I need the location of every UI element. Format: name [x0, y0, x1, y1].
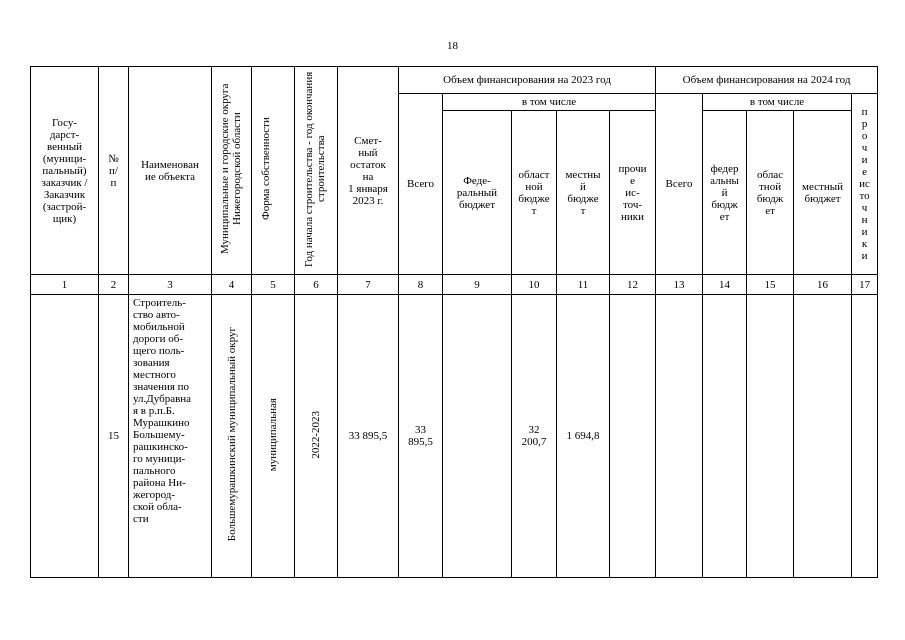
header-other-2023: прочи е ис- точ- ники [610, 111, 656, 275]
column-number: 17 [852, 275, 878, 295]
column-number: 1 [31, 275, 99, 295]
header-including-2024: в том числе [703, 94, 852, 111]
cell-regional-2023: 32 200,7 [512, 295, 557, 578]
column-number: 16 [794, 275, 852, 295]
column-number: 2 [99, 275, 129, 295]
header-federal-2024: федер альны й бюдж ет [703, 111, 747, 275]
header-object-name: Наименован ие объекта [129, 67, 212, 275]
cell-total-2024 [656, 295, 703, 578]
header-local-2023: местны й бюдже т [557, 111, 610, 275]
cell-local-2024 [794, 295, 852, 578]
table-row [31, 295, 878, 578]
header-num: № п/ п [99, 67, 129, 275]
column-number: 15 [747, 275, 794, 295]
column-number: 4 [212, 275, 252, 295]
financing-table [30, 66, 878, 578]
header-regional-2024: облас тной бюдж ет [747, 111, 794, 275]
cell-federal-2024 [703, 295, 747, 578]
cell-total-2023: 33 895,5 [399, 295, 443, 578]
column-number: 6 [295, 275, 338, 295]
header-fin-2023: Объем финансирования на 2023 год [399, 67, 656, 94]
header-other-2024: п р о ч и е ис то ч н и к и [852, 94, 878, 275]
cell-regional-2024 [747, 295, 794, 578]
column-number: 5 [252, 275, 295, 295]
column-number: 14 [703, 275, 747, 295]
header-federal-2023: Феде- ральный бюджет [443, 111, 512, 275]
header-customer: Госу- дарст- венный (муници- пальный) заказчик / Заказчик (застрой- щик) [31, 67, 99, 275]
header-local-2024: местный бюджет [794, 111, 852, 275]
header-district: Муниципальные и городские округа Нижегородской области [212, 67, 252, 275]
column-number: 7 [338, 275, 399, 295]
header-years: Год начала строительства - год окончания строительства [295, 67, 338, 275]
cell-local-2023: 1 694,8 [557, 295, 610, 578]
cell-other-2023 [610, 295, 656, 578]
column-number: 10 [512, 275, 557, 295]
header-including-2023: в том числе [443, 94, 656, 111]
cell-object-name: Строитель- ство авто- мобильной дороги об- щего поль- зования местного значения по ул.Дубравна я в р.п.Б. Мурашкино Большему- рашкинско- го муници- пального района Ни- жегород- ской обла- сти [129, 295, 212, 578]
cell-customer [31, 295, 99, 578]
header-fin-2024: Объем финансирования на 2024 год [656, 67, 878, 94]
column-number: 8 [399, 275, 443, 295]
cell-federal-2023 [443, 295, 512, 578]
column-number: 3 [129, 275, 212, 295]
page-number: 18 [447, 40, 458, 52]
header-remainder: Смет- ный остаток на 1 января 2023 г. [338, 67, 399, 275]
cell-remainder: 33 895,5 [338, 295, 399, 578]
cell-num: 15 [99, 295, 129, 578]
header-regional-2023: област ной бюдже т [512, 111, 557, 275]
cell-ownership: муниципальная [252, 295, 295, 578]
cell-years: 2022-2023 [295, 295, 338, 578]
column-number: 13 [656, 275, 703, 295]
cell-district: Большемурашкинский муниципальный округ [212, 295, 252, 578]
header-ownership: Форма собственности [252, 67, 295, 275]
cell-other-2024 [852, 295, 878, 578]
column-number: 11 [557, 275, 610, 295]
header-total-2024: Всего [656, 94, 703, 275]
column-number-row [31, 275, 878, 295]
column-number: 12 [610, 275, 656, 295]
column-number: 9 [443, 275, 512, 295]
header-total-2023: Всего [399, 94, 443, 275]
